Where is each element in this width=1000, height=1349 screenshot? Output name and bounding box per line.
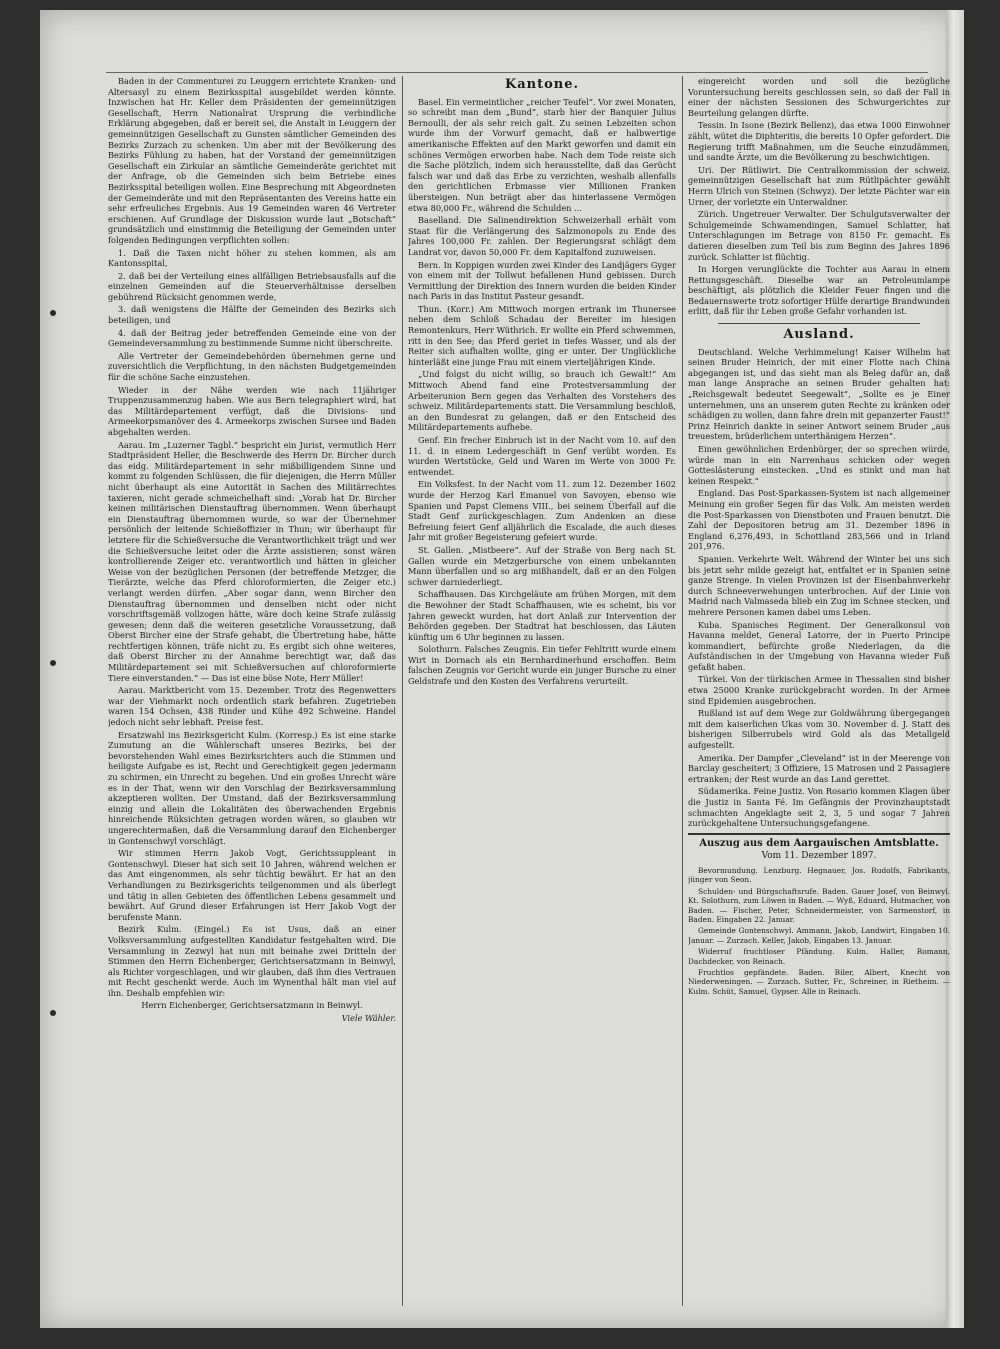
article-text: Südamerika. Feine Justiz. Von Rosario kommen Klagen über die Justiz in Santa Fé. Im Gefängnis der Provinzhauptstadt schmachten Angeklagte seit 2, 3, 5 und sogar 7 Jahren zurückgehaltene Untersuchungsgefangene. [688,786,950,829]
article-text: Türkei. Von der türkischen Armee in Thessalien sind bisher etwa 25000 Kranke zurückgebracht worden. In der Armee sind Epidemien ausgebrochen. [688,674,950,706]
article-text: Kuba. Spanisches Regiment. Der Generalkonsul von Havanna meldet, General Latorre, der in Puerto Principe kommandiert, befürchte große Niederlagen, da die Aufständischen in der Umgebung von Havanna wieder Fuß gefaßt haben. [688,619,950,672]
article-text: Baden in der Commenturei zu Leuggern errichtete Kranken- und Altersasyl zu einem Bezirksspital ausgebildet werden könnte. Inzwischen hat Hr. Keller dem Präsidenten der gemeinnützigen Gesellschaft, Herrn Nationalrat Ursprung die verbindliche Erklärung abgegeben, daß er bereit sei, die Anstalt in Leuggern der gemeinnützigen Gesellschaft zu Gunsten sämtlicher Gemeinden des Bezirks Zurzach zu schenken. Um aber mit der Bevölkerung des Bezirks Fühlung zu haben, hat der Vorstand der gemeinnützigen Gesellschaft ein Zirkular an sämtliche Gemeinderäte gerichtet mit der Anfrage, ob die Gemeinden sich beim Betriebe eines Bezirksspital beteiligen wollen. Eine Besprechung mit Abgeordneten der Gemeinderäte und mit den Repräsentanten des Vereins hatte ein sehr erfreuliches Ergebnis. Aus 19 Gemeinden waren 46 Vertreter erschienen. Auf Grundlage der Diskussion wurde laut „Botschaft“ grundsätzlich und einstimmig die Beteiligung der Gemeinden unter folgenden Bedingungen verpflichten sollen: [108,76,396,245]
article-text: Thun. (Korr.) Am Mittwoch morgen ertrank im Thunersee neben dem Schloß Schadau der Bereiter im hiesigen Remontenkurs, Herr Wüthrich. Er wollte ein Pferd schwemmen, ritt in den See; das Pferd geriet in tiefes Wasser, und als der Reiter sich aufhalten wollte, ging er unter. Der Unglückliche hinterläßt eine junge Frau mit einem vierteljährigen Kinde. [408,303,676,367]
article-text: eingereicht worden und soll die bezügliche Voruntersuchung bereits geschlossen sein, so daß der Fall in einer der nächsten Sessionen des Schwurgerichtes zur Beurteilung gelangen dürfte. [688,76,950,118]
column-divider [682,76,683,1306]
list-item: 1. Daß die Taxen nicht höher zu stehen kommen, als am Kantonsspital, [108,247,396,269]
newspaper-page [40,10,958,1328]
article-text: Ersatzwahl ins Bezirksgericht Kulm. (Korresp.) Es ist eine starke Zumutung an die Wählerschaft unseres Bezirks, bei der bevorstehenden Wahl eines Bezirksrichters auch die Stimmen und heiligste Aufgabe es ist, Recht und Gerechtigkeit gegen jedermann zu schirmen, ein Unrecht zu begehen. Und ein großes Unrecht wäre es in der That, wenn wir den Vorschlag der Bezirksversammlung akzeptieren wollten. Der Umstand, daß der Bezirksversammlung einzig und allein die Lokalitäten des überwachenden Ergebnis hinreichende Rüksichten getragen worden wären, so glauben wir ungerechtermaßen, daß die Versammlung darauf den Eichenberger in Gontenschwyl vorschlägt. [108,729,396,846]
top-rule [106,72,928,73]
article-text: Spanien. Verkehrte Welt. Während der Winter bei uns sich bis jetzt sehr milde gezeigt hat, entfaltet er in Spanien seine ganze Strenge. In vielen Provinzen ist der Eisenbahnverkehr durch Schneeverwehungen unterbrochen. Auf der Linie von Madrid nach Valmaseda blieb ein Zug im Schnee stecken, und mehrere Personen kamen dabei ums Leben. [688,553,950,617]
notice-item: Bevormundung. Lenzburg. Hegnauer, Jos. Rudolfs, Fabrikants, jünger von Seon. [688,865,950,885]
article-text: Schaffhausen. Das Kirchgeläute am frühen Morgen, mit dem die Bewohner der Stadt Schaffhausen, wie es scheint, bis vor Jahren geweckt wurden, hat dort Anlaß zur Intervention der Behörden gegeben. Der Stadtrat hat beschlossen, das Läuten künftig um 6 Uhr beginnen zu lassen. [408,589,676,642]
section-heading-kantone: Kantone. [504,77,580,92]
article-text: Bern. In Koppigen wurden zwei Kinder des Landjägers Gyger von einem mit der Tollwut befallenen Hund gebissen. Durch Vermittlung der Direktion des Innern wurden die beiden Kinder nach Paris in das Institut Pasteur gesandt. [408,259,676,302]
article-text: Basel. Ein vermeintlicher „reicher Teufel“. Vor zwei Monaten, so schreibt man dem „Bund“, starb hier der Banquier Julius Bernoulli, der als sehr reich galt. Zu seinen Lebzeiten schon wurde ihm der Vorwurf gemacht, daß er halbwertige amerikanische Effekten auf den Markt geworfen und damit ein schönes Vermögen erworben habe. Nach dem Tode reiste sich die Sache plötzlich, indem sich herausstellte, daß das Gerücht falsch war und daß das Erbe zu verzichten, weshalb allenfalls den gerichtlichen Erbmasse vier Millionen Franken übersteigen. Nun beträgt aber das hinterlassene Vermögen etwa 80,000 Fr., während die Schulden ... [408,96,676,213]
article-text: Amerika. Der Dampfer „Cleveland“ ist in der Meerenge von Barclay gescheitert; 3 Offiziere, 15 Matrosen und 2 Passagiere ertranken; der Rest wurde an das Land gerettet. [688,752,950,784]
article-text: Wieder in der Nähe werden wie nach 11jähriger Truppenzusammenzug haben. Wie aus Bern telegraphiert wird, hat das Militärdepartement verfügt, daß die Divisions- und Armeekorpsmanöver des 4. Armeekorps zwischen Sursee und Baden abgehalten werden. [108,384,396,437]
article-text: Aarau. Marktbericht vom 15. Dezember. Trotz des Regenwetters war der Viehmarkt noch ordentlich stark befahren. Zugetrieben waren 154 Ochsen, 438 Rinder und Kühe 492 Schweine. Handel jedoch nicht sehr lebhaft. Preise fest. [108,685,396,728]
article-text: Herrn Eichenberger, Gerichtsersatzmann in Beinwyl. [141,1000,363,1011]
binding-hole [50,1010,56,1016]
article-text: Ein Volksfest. In der Nacht vom 11. zum 12. Dezember 1602 wurde der Herzog Karl Emanuel von Savoyen, ebenso wie Spanien und Papst Clemens VIII., bei seinem Überfall auf die Stadt Genf zurückgeschlagen. Zum Andenken an diese Befreiung feiert Genf alljährlich die Escalade, die auch dieses Jahr mit großer Begeisterung gefeiert wurde. [408,479,676,543]
notice-item: Widerruf fruchtloser Pfändung. Kulm. Haller, Romann, Dachdecker, von Reinach. [688,947,950,966]
amtsblatt-heading: Auszug aus dem Aargauischen Amtsblatte. [699,837,939,849]
article-text: „Und folgst du nicht willig, so brauch ich Gewalt!“ Am Mittwoch Abend fand eine Protestversammlung der Arbeiterunion Bern gegen das Verhalten des Vorstehers des schweiz. Militärdepartements statt. Die Versammlung beschloß, an den Bundesrat zu gelangen, daß er den Entscheid des Militärdepartements aufhebe. [408,369,676,433]
column-divider [402,76,403,1306]
article-text: Rußland ist auf dem Wege zur Goldwährung übergegangen mit dem kaiserlichen Ukas vom 30. November d. J. Statt des bisherigen Silberrubels wird Gold als das Metallgeld aufgestellt. [688,708,950,751]
article-text: Baselland. Die Salinendirektion Schweizerhall erhält vom Staat für die Verlängerung des Salzmonopols zu Ende des Jahres 100,000 Fr. zahlen. Der Regierungsrat schlägt dem Landrat vor, davon 50,000 Fr. dem Kapitalfond zuzuweisen. [408,215,676,257]
notice-item: Gemeinde Gontenschwyl. Ammann, Jakob, Landwirt, Eingaben 10. Januar. — Zurzach. Keller, Jakob, Eingaben 13. Januar. [688,926,950,945]
article-text: St. Gallen. „Mistbeere“. Auf der Straße von Berg nach St. Gallen wurde ein Metzgerbursche von einem unbekannten Mann überfallen und so arg mißhandelt, daß er an den Folgen schwer darniederliegt. [408,544,676,587]
notice-item: Fruchtlos gepfändete. Baden. Biler, Albert, Knecht von Niederweningen. — Zurzach. Sutter, Fr., Schreiner, in Rietheim. — Kulm. Schüt, Samuel, Gypser. Alle in Reinach. [688,968,950,996]
signature: Viele Wähler. [341,1013,396,1024]
article-text: England. Das Post-Sparkassen-System ist nach allgemeiner Meinung ein großer Segen für das Volk. Am meisten werden die Post-Sparkassen von Dienstboten und Frauen benutzt. Die Zahl der Depositoren betrug am 31. Dezember 1896 in England 6,276,493, in Schottland 283,566 und in Irland 201,976. [688,488,950,552]
box-divider [688,833,950,835]
article-text: Deutschland. Welche Verhimmelung! Kaiser Wilhelm hat seinen Bruder Heinrich, der mit einer Flotte nach China abgegangen ist, und das sieht man als Beleg dafür an, daß man lange Ansprache an seinen Bruder gehalten hat: „Reichsgewalt bedeutet Seegewalt“, „Sollte es je Einer unternehmen, uns an unserem guten Rechte zu kränken oder schädigen zu wollen, dann fahre drein mit gepanzerter Faust!“ Prinz Heinrich dankte in seiner Antwort seinem Bruder „aus treuestem, brüderlichem unterthänigem Herzen“. [688,346,950,442]
article-text: Zürich. Ungetreuer Verwalter. Der Schulgutsverwalter der Schulgemeinde Schwamendingen, Samuel Schlatter, hat Unterschlagungen im Betrage von 8150 Fr. gemacht. Es datieren dieselben zum Teil bis zum Beginn des Jahres 1896 zurück. Schlatter ist flüchtig. [688,209,950,262]
notice-item: Schulden- und Bürgschaftsrufe. Baden. Gauer Josef, von Beinwyl. Kt. Solothurn, zum Löwen in Baden. — Wyß, Eduard, Hutmacher, von Baden. — Fischer, Peter, Schneidermeister, von Sarmenstorf, in Baden. Eingaben 22. Januar. [688,886,950,924]
column-2 [408,76,676,1296]
list-item: 4. daß der Beitrag jeder betreffenden Gemeinde eine von der Gemeindeversammlung zu bestimmende Summe nicht überschreite. [108,327,396,349]
article-text: Alle Vertreter der Gemeindebehörden übernehmen gerne und zuversichtlich die Verpflichtung, in den nächsten Budgetgemeinden für die schöne Sache einzustehen. [108,350,396,383]
amtsblatt-date: Vom 11. Dezember 1897. [761,851,877,862]
section-divider [718,323,920,324]
list-item: 2. daß bei der Verteilung eines allfälligen Betriebsausfalls auf die einzelnen Gemeinden auf die Steuerverhältnisse derselben gebührend Rücksicht genommen werde, [108,270,396,302]
binding-hole [50,660,56,666]
article-text: Tessin. In Isone (Bezirk Bellenz), das etwa 1000 Einwohner zählt, wütet die Diphteritis, die bereits 10 Opfer gefordert. Die Regierung trifft Maßnahmen, um die Seuche einzudämmen, und sandte Ärzte, um die Bevölkerung zu beschwichtigen. [688,120,950,163]
article-text: In Horgen verunglückte die Tochter aus Aarau in einem Rettungsgeschäft. Dieselbe war an Petroleumlampe beschäftigt, als plötzlich die Kleider Feuer fingen und die Bedauernswerte trotz sofortiger Hülfe derartige Brandwunden erlitt, daß für ihr Leben große Gefahr vorhanden ist. [688,264,950,317]
article-text: Wir stimmen Herrn Jakob Vogt, Gerichtssuppleant in Gontenschwyl. Dieser hat sich seit 10 Jahren, während welchen er das Amt eingenommen, als sehr tüchtig bewährt. Er hat an den Verhandlungen zu Bezirksgerichts teilgenommen und als überlegt und tätig in allen Gebieten des öffentlichen Lebens gesammelt und bewährt. Auf Grund dieser Erfahrungen ist Herr Jakob Vogt der berufenste Mann. [108,848,396,922]
binding-hole [50,310,56,316]
article-text: Bezirk Kulm. (Eingel.) Es ist Usus, daß an einer Volksversammlung aufgestellten Kandidatur festgehalten wird. Die Versammlung in Zezwyl hat nun mit beinahe zwei Dritteln der Stimmen den Herrn Eichenberger, Gerichtsersatzmann in Beinwyl, als Richter vorgeschlagen, und wir glauben, daß ihm dies Vertrauen mit Recht geschenkt werde. Auch im Wynenthal hält man viel auf ihn. Deshalb empfehlen wir: [108,924,396,998]
article-text: Solothurn. Falsches Zeugnis. Ein tiefer Fehltritt wurde einem Wirt in Dornach als ein Bernhardinerhund erschoffen. Beim falschen Zeugnis vor Gericht wurde ein junger Bursche zu einer Geldstrafe und den Kosten des Verfahrens verurteilt. [408,644,676,687]
list-item: 3. daß wenigstens die Hälfte der Gemeinden des Bezirks sich beteiligen, und [108,304,396,326]
article-text: Genf. Ein frecher Einbruch ist in der Nacht vom 10. auf den 11. d. in einem Ledergeschäft in Genf verübt worden. Es wurden Wertstücke, Geld und Waren im Werte von 3000 Fr. entwendet. [408,435,676,477]
column-1 [108,76,396,1296]
article-text: Aarau. Im „Luzerner Tagbl.“ bespricht ein Jurist, vermutlich Herr Stadtpräsident Heller, die Beschwerde des Herrn Dr. Bircher durch das eidg. Militärdepartement in sehr mißbilligendem Sinne und kommt zu folgenden Schlüssen, die für diejenigen, die Herrn Müller nicht überhaupt als eine Autorität in Sachen des Militärrechtes taxieren, nicht gerade schmeichelhaft sind: „Vorab hat Dr. Bircher keinen militärischen Dienstauftrag übernommen. Wenn überhaupt ein Dienstauftrag übernommen wurde, so war der Übernehmer persönlich der leitende Schießoffizier in Thun; wir überhaupt für letztere für die Schießversuche die Verantwortlichkeit trägt und wer die Schießversuche leitet oder die Ärzte assistieren; sonst wären kontrollierende Zeiger etc. verantwortlich und hätten in gleicher Weise von der bezüglichen Personen (der betreffende Metzger, die Tierärzte, welche das Pferd chloroformierten, die Zeiger etc.) verlangt werden dürfen. „Aber sogar dann, wenn Bircher den Dienstauftrag übernommen und denselben nicht oder nicht vorschriftsgemäß vollzogen hätte, wäre doch keine Strafe zulässig gewesen; denn daß die weiteren gesetzliche Voraussetzung, daß Oberst Bircher eine der Strafe gehabt, die Übertretung habe, hätte rechtfertigen können, träfe nicht zu. Es ergibt sich ohne weiteres, daß Oberst Bircher zu der Annahme berechtigt war, daß das Militärdepartement sei mit Schießversuchen auf chloroformierte Tiere einverstanden.“ — Das ist eine böse Note, Herr Müller! [108,439,396,683]
section-heading-ausland: Ausland. [783,327,855,343]
column-3 [688,76,950,1296]
article-text: Uri. Der Rütliwirt. Die Centralkommission der schweiz. gemeinnützigen Gesellschaft hat zum Rütlipächter gewählt Herrn Ulrich von Steinen (Schwyz). Der letzte Pächter war ein Urner, der vorletzte ein Unterwaldner. [688,164,950,207]
article-text: Einen gewöhnlichen Erdenbürger, der so sprechen würde, würde man in ein Narrenhaus schicken oder wegen Gotteslästerung einstecken. „Und es stinkt und man hat keinen Respekt.“ [688,444,950,486]
